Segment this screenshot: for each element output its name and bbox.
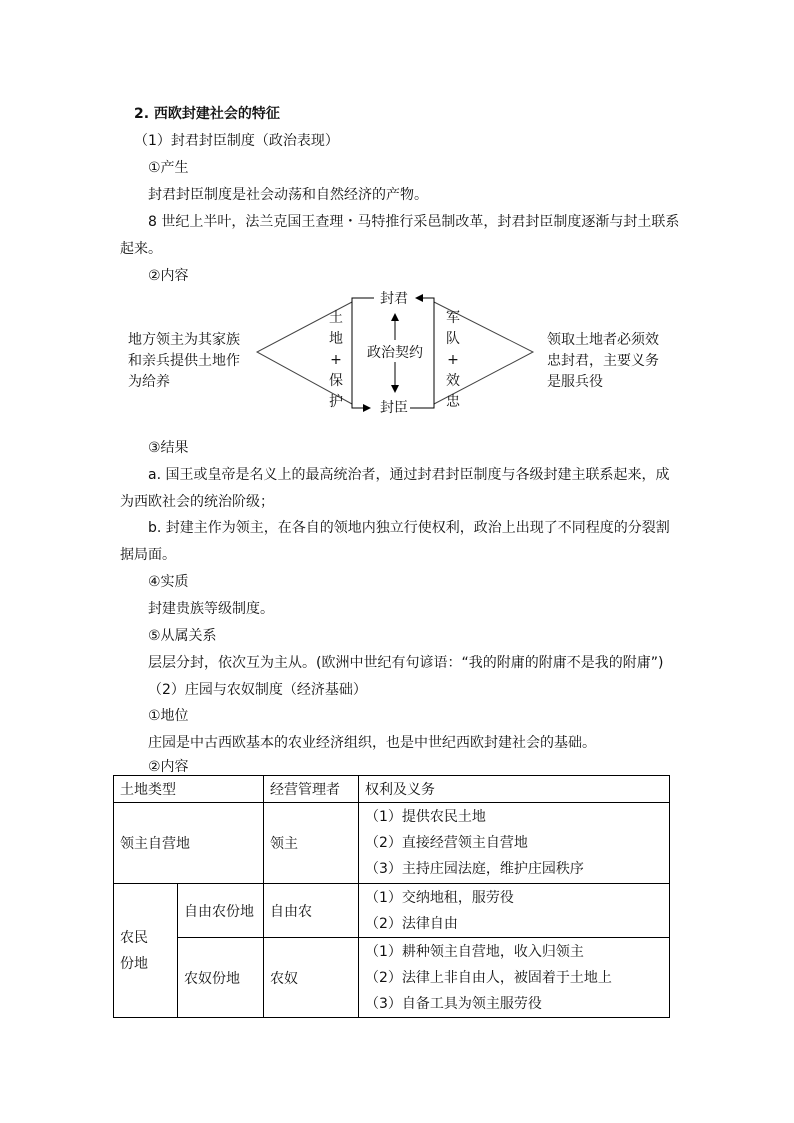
result-b-line2: 据局面。: [120, 547, 176, 563]
rights-item: （1）交纳地租，服劳役: [365, 889, 514, 906]
essence-text: 封建贵族等级制度。: [148, 601, 274, 617]
political-contract-label: 政治契约: [367, 345, 423, 361]
left-description-line: 和亲兵提供土地作: [128, 353, 240, 369]
status-text: 庄园是中古西欧基本的农业经济组织，也是中世纪西欧封建社会的基础。: [148, 735, 596, 751]
lord-rights-cell: [359, 803, 670, 884]
peasant-land-group-cell: [114, 884, 178, 1018]
right-description-line: 领取土地者必须效: [547, 332, 659, 348]
table-row: [114, 884, 670, 938]
lord-manager-cell: 领主: [264, 803, 359, 884]
table-header-row: [114, 776, 670, 803]
subsection-title: （1）封君封臣制度（政治表现）: [134, 133, 339, 149]
origin-paragraph-2-line2: 起来。: [120, 241, 162, 257]
left-description-line: 为给养: [128, 374, 170, 390]
group-label-line: 份地: [120, 955, 148, 972]
rights-item: （2）法律自由: [365, 915, 458, 932]
vertical-char: 队: [446, 331, 460, 347]
vertical-char: 忠: [446, 394, 460, 410]
table-row: [114, 938, 670, 1018]
section-title: 2. 西欧封建社会的特征: [134, 106, 280, 122]
result-a-line1: a. 国王或皇帝是名义上的最高统治者，通过封君封臣制度与各级封建主联系起来，成: [148, 467, 670, 483]
rights-item: （3）主持庄园法庭，维护庄园秩序: [365, 861, 584, 877]
header-rights: 权利及义务: [359, 776, 670, 803]
vertical-char: 护: [329, 394, 343, 410]
serf-land-cell: 农奴份地: [178, 938, 264, 1018]
free-rights-cell: [359, 884, 670, 938]
header-land-type: 土地类型: [114, 776, 264, 803]
origin-paragraph-2-line1: 8 世纪上半叶，法兰克国王查理・马特推行采邑制改革，封君封臣制度逐渐与封土联系: [148, 214, 680, 230]
manor-content-heading: ②内容: [148, 759, 189, 775]
subordination-heading: ⑤从属关系: [148, 628, 217, 644]
rights-item: （1）耕种领主自营地，收入归领主: [365, 943, 584, 960]
free-manager-cell: 自由农: [264, 884, 359, 938]
vassal-node: 封臣: [380, 400, 408, 416]
vertical-char: 军: [446, 310, 460, 326]
essence-heading: ④实质: [148, 574, 189, 590]
right-description-line: 是服兵役: [547, 374, 603, 390]
vertical-char: 效: [446, 373, 460, 389]
relationship-diagram: [0, 0, 794, 440]
vertical-char: +: [330, 352, 342, 368]
manor-table: [113, 775, 670, 1018]
lord-node: 封君: [380, 291, 408, 307]
result-a-line2: 为西欧社会的统治阶级；: [120, 494, 274, 510]
right-description-line: 忠封君，主要义务: [547, 353, 659, 369]
right-description: [547, 330, 659, 393]
vertical-char: 土: [329, 310, 343, 326]
origin-heading: ①产生: [148, 160, 189, 176]
vertical-char: +: [447, 352, 459, 368]
rights-item: （1）提供农民土地: [365, 809, 486, 825]
lord-land-cell: 领主自营地: [114, 803, 264, 884]
status-heading: ①地位: [148, 708, 189, 724]
header-manager: 经营管理者: [264, 776, 359, 803]
results-heading: ③结果: [148, 440, 189, 456]
rights-item: （2）直接经营领主自营地: [365, 835, 528, 851]
right-vertical-label: [445, 308, 461, 413]
rights-item: （3）自备工具为领主服劳役: [365, 995, 542, 1012]
manor-subsection-title: （2）庄园与农奴制度（经济基础）: [148, 682, 367, 698]
rights-item: （2）法律上非自由人，被固着于土地上: [365, 969, 612, 986]
vertical-char: 地: [329, 331, 343, 347]
serf-rights-cell: [359, 938, 670, 1018]
result-b-line1: b. 封建主作为领主，在各自的领地内独立行使权利，政治上出现了不同程度的分裂割: [148, 520, 670, 536]
vertical-char: 保: [329, 373, 343, 389]
table-row: [114, 803, 670, 884]
origin-paragraph-1: 封君封臣制度是社会动荡和自然经济的产物。: [148, 187, 428, 203]
left-description: [128, 330, 240, 393]
content-heading: ②内容: [148, 268, 189, 284]
subordination-text: 层层分封，依次互为主从。(欧洲中世纪有句谚语：“我的附庸的附庸不是我的附庸”): [148, 655, 664, 671]
serf-manager-cell: 农奴: [264, 938, 359, 1018]
free-land-cell: 自由农份地: [178, 884, 264, 938]
left-vertical-label: [328, 308, 344, 413]
group-label-line: 农民: [120, 929, 148, 946]
left-description-line: 地方领主为其家族: [128, 332, 240, 348]
